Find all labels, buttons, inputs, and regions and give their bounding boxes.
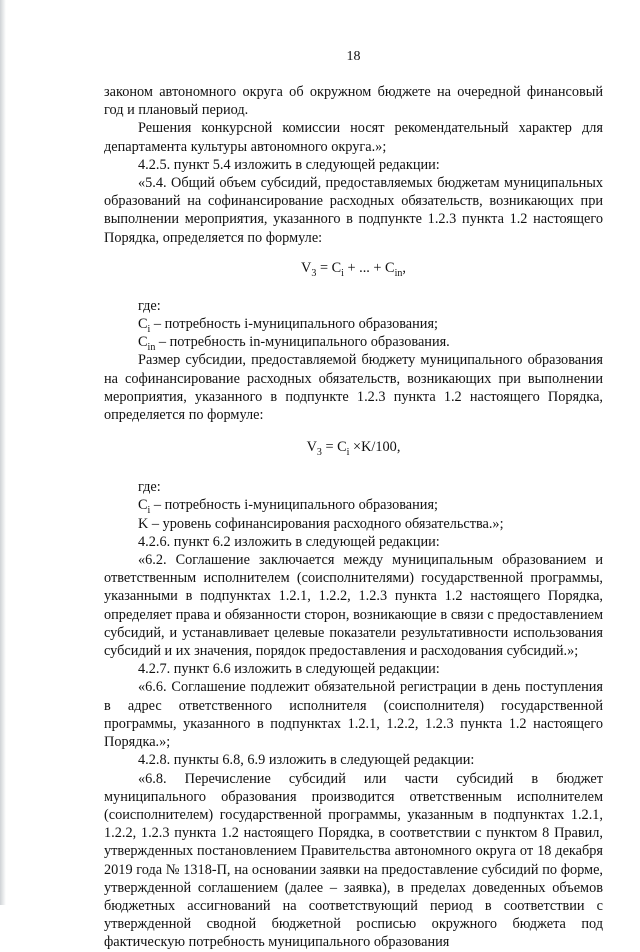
where-label: где: bbox=[138, 297, 161, 314]
formula-subscript: in bbox=[394, 267, 403, 279]
paragraph-6: Размер субсидии, предоставляемой бюджету муниципального образования на софинансирование расходных обязательств, возникающих при выполнении мероприятия, указанного в подпункте 1.2.3 пункта 1.2 настоящего Порядка, определяется по формуле: bbox=[104, 352, 603, 424]
formula-symbol-v: V bbox=[301, 259, 312, 276]
definition-ci bbox=[138, 315, 603, 333]
paragraph-14: «6.8. Перечисление субсидий или части субсидий в бюджет муниципального образования производится ответственным исполнителем (соисполнителем) государственной программы, указанным в подпунктах 1.2.1, 1.2.2, 1.2.3 пункта 1.2 настоящего Порядка, в соответствии с пунктом 8 Правил, утвержденных постановлением Правительства автономного округа от 18 декабря 2019 года № 1318-П, на основании заявки на предоставление субсидий по форме, утвержденной соглашением (далее – заявка), в пределах доведенных объемов бюджетных ассигнований на соответствующий период в соответствии с утвержденной сводной бюджетной росписью окружного бюджета под фактическую потребность муниципального образования bbox=[104, 770, 603, 951]
paragraph-2: Решения конкурсной комиссии носят рекомендательный характер для департамента культуры автономного округа.»; bbox=[104, 120, 603, 155]
definition-symbol: C bbox=[138, 334, 148, 351]
definition-ci-2 bbox=[138, 496, 603, 517]
paragraph-12: «6.6. Соглашение подлежит обязательной регистрации в день поступления в адрес ответственного исполнителя (соисполнителя) государственной программы, указанного в подпунктах 1.2.1, 1.2.2, 1.2.3 пункта 1.2 настоящего Порядка.»; bbox=[104, 679, 603, 751]
definition-cin bbox=[138, 333, 603, 354]
formula-part: = C bbox=[316, 259, 342, 276]
formula-part: , bbox=[402, 259, 406, 276]
definition-subscript: in bbox=[147, 342, 156, 354]
definition-symbol: C bbox=[138, 497, 148, 514]
formula-subsidy-size bbox=[104, 438, 603, 459]
paragraph-13: 4.2.8. пункты 6.8, 6.9 изложить в следующей редакции: bbox=[138, 752, 475, 769]
definition-symbol: C bbox=[138, 316, 148, 333]
definition-text: – потребность i-муниципального образования; bbox=[150, 316, 438, 333]
definition-text: – потребность in-муниципального образования. bbox=[155, 334, 450, 351]
formula-part: + ... + C bbox=[343, 259, 395, 276]
definition-subscript: i bbox=[147, 505, 151, 517]
definition-k: K – уровень софинансирования расходного обязательства.»; bbox=[138, 515, 504, 532]
formula-part: ×K/100, bbox=[349, 439, 401, 456]
definition-text: – потребность i-муниципального образования; bbox=[150, 497, 438, 514]
formula-total-subsidy bbox=[104, 259, 603, 277]
formula-subscript: i bbox=[346, 447, 350, 459]
formula-subscript: i bbox=[341, 267, 344, 279]
paragraph-1: законом автономного округа об окружном бюджете на очередной финансовый год и плановый период. bbox=[104, 84, 603, 119]
paragraph-3: 4.2.5. пункт 5.4 изложить в следующей редакции: bbox=[138, 156, 440, 173]
paragraph-10: «6.2. Соглашение заключается между муниципальным образованием и ответственным исполнителем (соисполнителями) государственной программы, указанными в подпунктах 1.2.1, 1.2.2, 1.2.3 пункта 1.2 настоящего Порядка, определяет права и обязанности сторон, возникающие в связи с предоставлением субсидий, и устанавливает целевые показатели результативности использования субсидий и их значения, порядок предоставления и расходования субсидий.»; bbox=[104, 552, 603, 660]
formula-subscript: 3 bbox=[311, 267, 317, 279]
paragraph-11: 4.2.7. пункт 6.6 изложить в следующей редакции: bbox=[138, 661, 440, 678]
scan-edge-shadow bbox=[0, 0, 6, 905]
definition-subscript: i bbox=[147, 323, 151, 335]
where-label-2: где: bbox=[138, 479, 161, 496]
formula-subscript: 3 bbox=[316, 447, 322, 459]
formula-symbol-v: V bbox=[306, 439, 317, 456]
paragraph-9: 4.2.6. пункт 6.2 изложить в следующей редакции: bbox=[138, 533, 440, 550]
formula-part: = C bbox=[321, 439, 347, 456]
paragraph-4: «5.4. Общий объем субсидий, предоставляемых бюджетам муниципальных образований на софинансирование расходных обязательств, возникающих при выполнении мероприятия, указанного в подпункте 1.2.3 пункта 1.2 настоящего Порядка, определяется по формуле: bbox=[104, 175, 603, 246]
page-number: 18 bbox=[346, 49, 361, 64]
